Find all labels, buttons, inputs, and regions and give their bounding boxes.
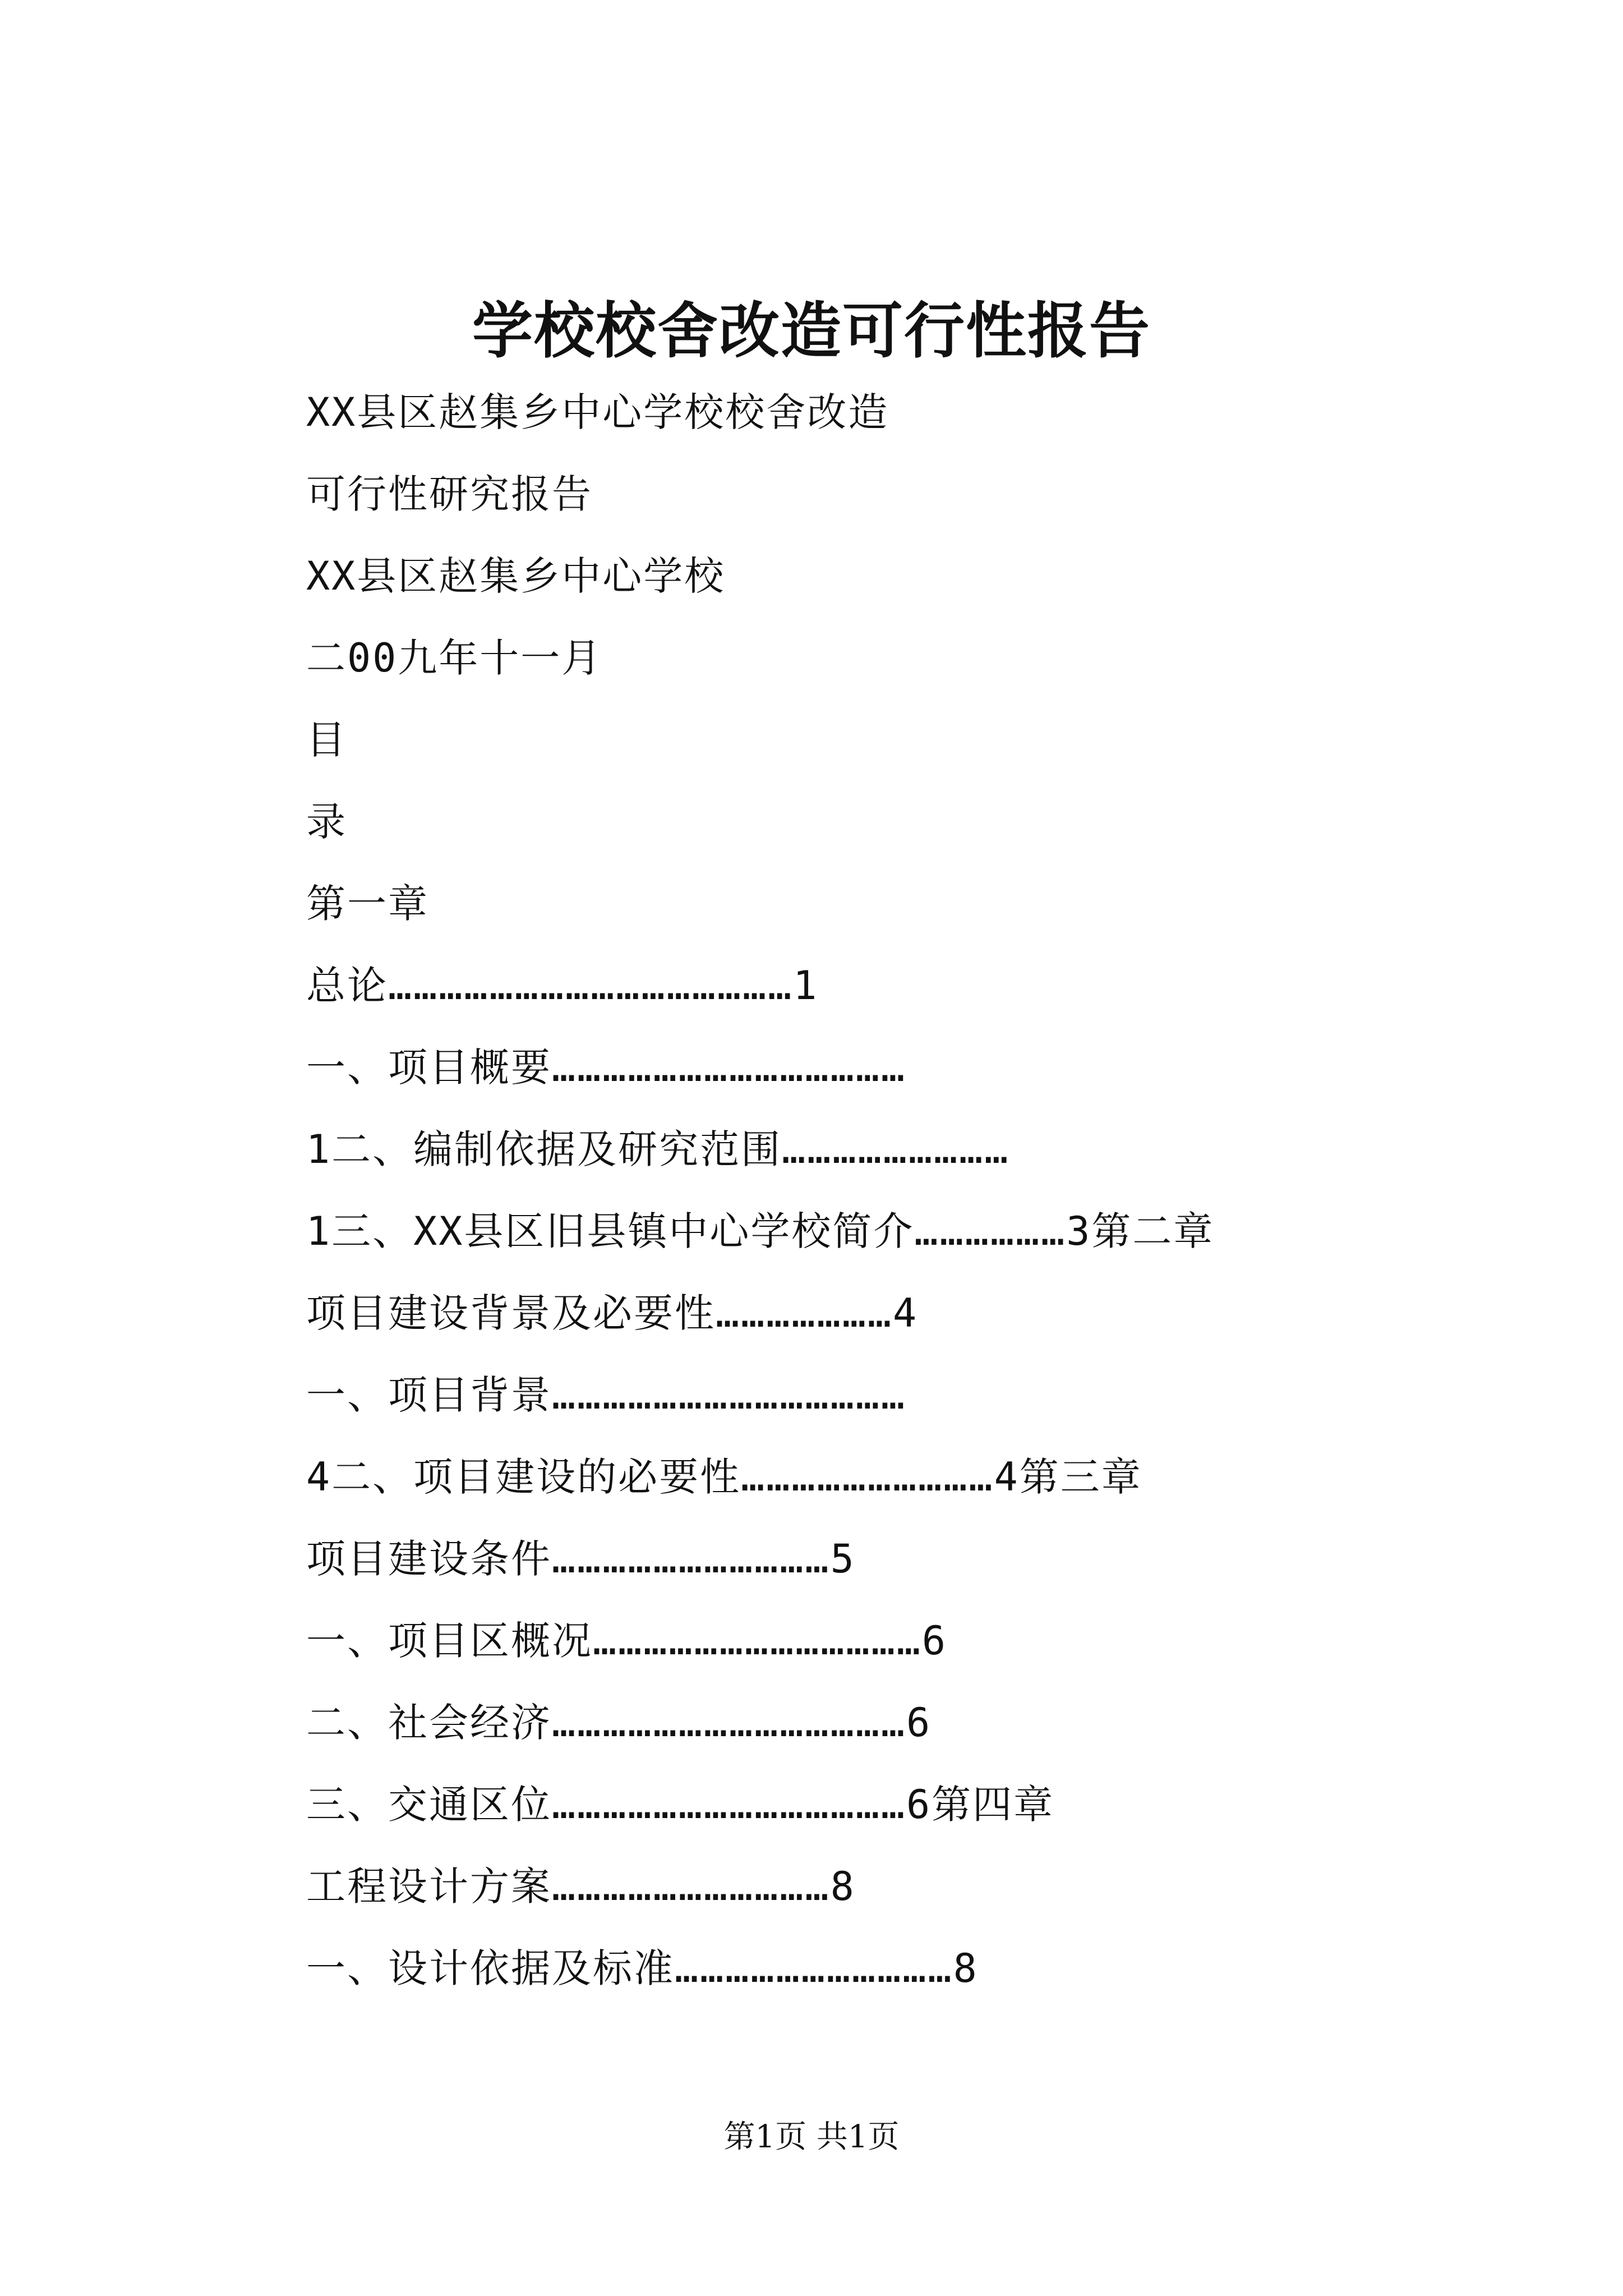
toc-entry: 一、项目背景…………………………………… xyxy=(306,1372,907,1418)
toc-entry: 项目建设条件……………………………5 xyxy=(306,1536,856,1582)
toc-entry: 一、项目区概况…………………………………6 xyxy=(306,1618,948,1664)
toc-entry: 总论…………………………………………1 xyxy=(306,963,819,1009)
page-footer: 第1页 共1页 xyxy=(723,2119,900,2155)
toc-entry: 1三、XX县区旧县镇中心学校简介………………3第二章 xyxy=(306,1208,1215,1254)
toc-entry: 4二、项目建设的必要性…………………………4第三章 xyxy=(306,1454,1142,1500)
text-line: 二00九年十一月 xyxy=(306,635,603,681)
document-title: 学校校舍改造可行性报告 xyxy=(472,296,1151,366)
text-line: 第一章 xyxy=(306,881,429,927)
text-line: 目 xyxy=(306,717,347,763)
text-line: XX县区赵集乡中心学校校舍改造 xyxy=(306,389,889,435)
toc-entry: 三、交通区位……………………………………6第四章 xyxy=(306,1782,1055,1828)
toc-entry: 一、项目概要…………………………………… xyxy=(306,1045,907,1091)
toc-entry: 二、社会经济……………………………………6 xyxy=(306,1700,932,1746)
toc-entry: 项目建设背景及必要性…………………4 xyxy=(306,1290,919,1336)
toc-entry: 工程设计方案……………………………8 xyxy=(306,1864,856,1910)
text-line: 可行性研究报告 xyxy=(306,471,593,517)
toc-entry: 1二、编制依据及研究范围……………………… xyxy=(306,1126,1010,1172)
text-line: 录 xyxy=(306,799,347,845)
toc-entry: 一、设计依据及标准……………………………8 xyxy=(306,1945,979,1991)
text-line: XX县区赵集乡中心学校 xyxy=(306,553,726,599)
